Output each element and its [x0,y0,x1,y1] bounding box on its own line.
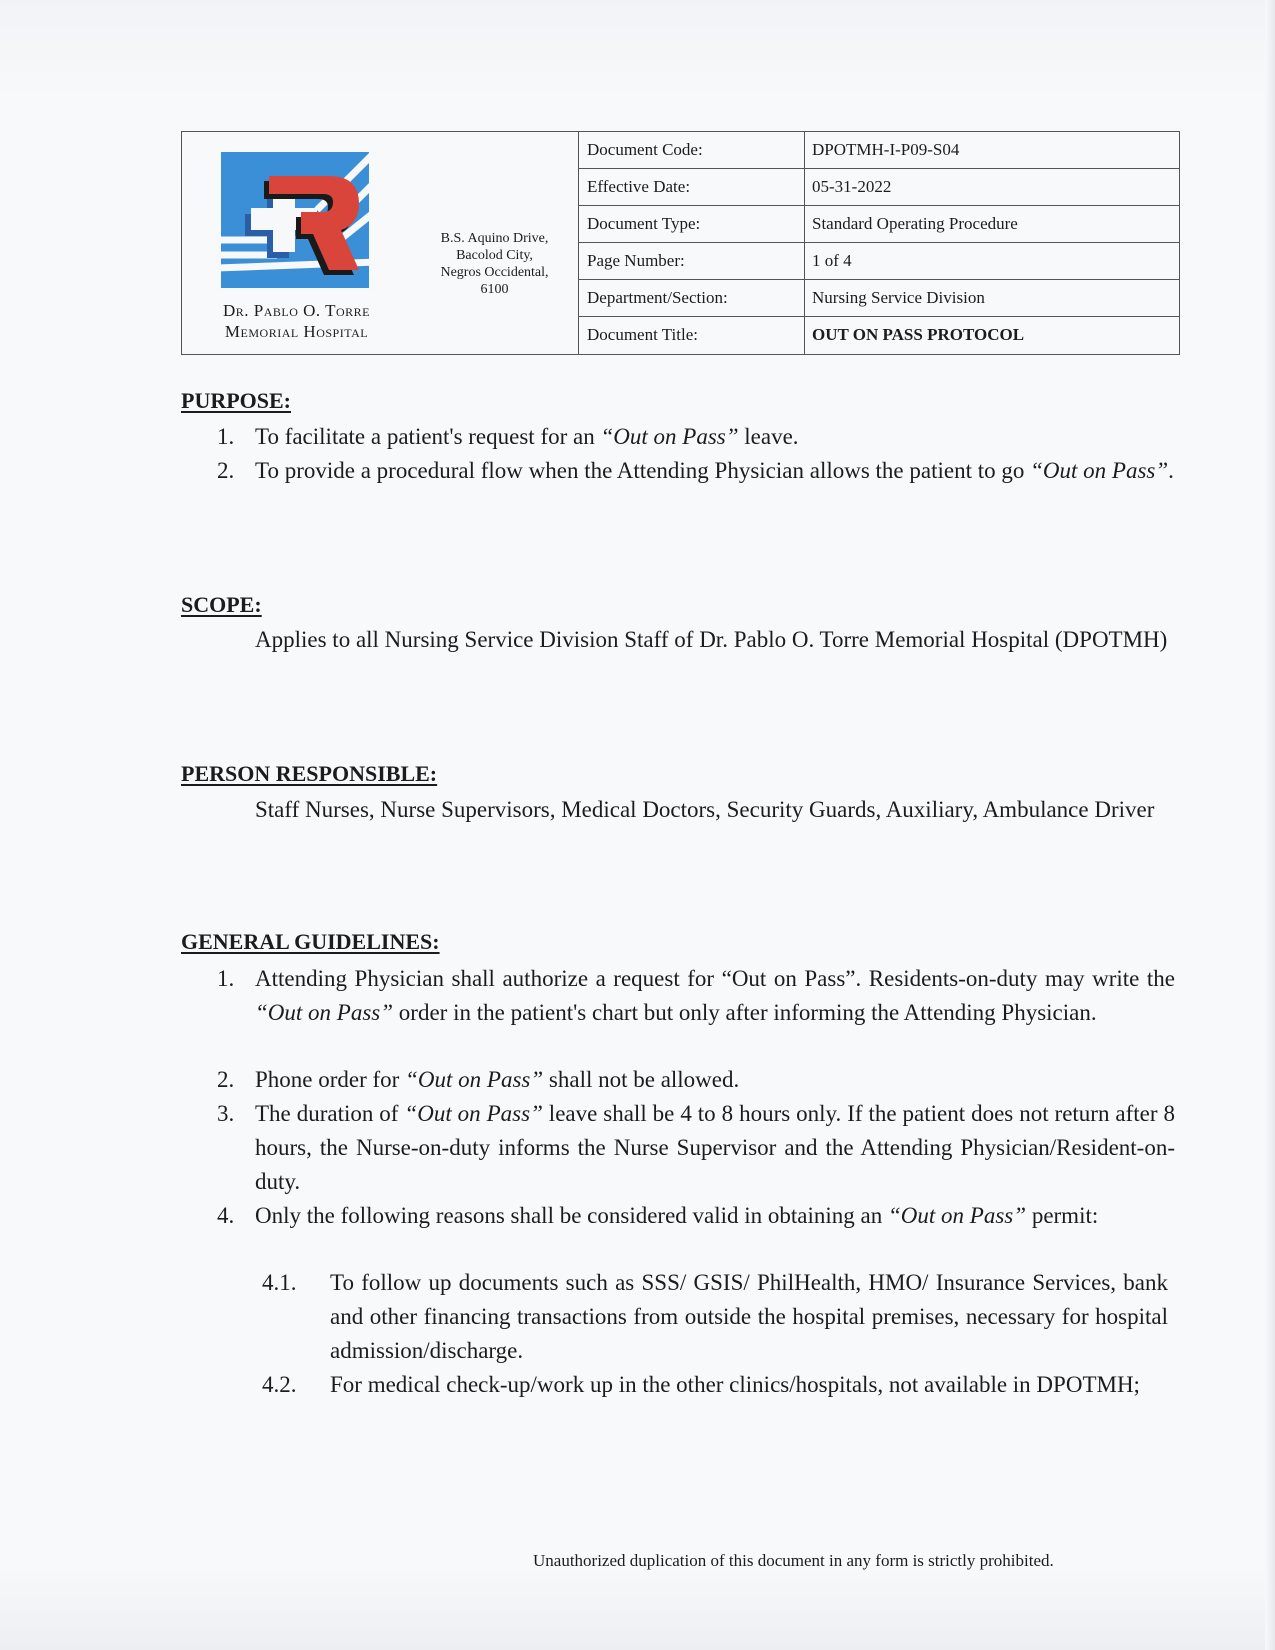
person-responsible-text [181,793,1176,827]
item-emphasis: “Out on Pass” [888,1203,1027,1228]
paragraph-text: Staff Nurses, Nurse Supervisors, Medical Doctors, Security Guards, Auxiliary, Ambulance Driver [255,797,1155,822]
logo-cell [182,132,411,354]
hospital-name-line2: Memorial Hospital [224,322,369,341]
item-text: To provide a procedural flow when the Attending Physician allows the patient to go [255,458,1031,483]
hospital-logo-icon [217,150,377,300]
hospital-name [182,300,411,342]
list-number: 2. [217,1067,235,1092]
meta-row-page-number [579,243,1180,280]
divider [804,280,805,317]
item-text: Attending Physician shall authorize a request for “Out on Pass”. Residents-on-duty may write the [255,966,1175,991]
list-number: 1. [217,424,235,449]
item-emphasis: “Out on Pass” [600,424,739,449]
divider [804,169,805,206]
item-text: To follow up documents such as SSS/ GSIS/ PhilHealth, HMO/ Insurance Services, bank and other financing transactions from outside the hospital premises, necessary for hospital admission/discharge. [330,1270,1168,1363]
list-number: 3. [217,1101,235,1126]
guideline-item [217,1063,1175,1097]
meta-row-document-type [579,206,1180,243]
item-emphasis: “Out on Pass” [255,1000,394,1025]
meta-row-document-code [579,132,1180,169]
item-emphasis: “Out on Pass” [404,1101,543,1126]
address-line: Negros Occidental, [440,265,549,280]
meta-row-document-title [579,317,1180,354]
item-emphasis: “Out on Pass” [405,1067,544,1092]
meta-value: DPOTMH-I-P09-S04 [812,140,960,159]
section-heading-purpose: PURPOSE: [181,388,291,413]
address-line: 6100 [480,282,509,297]
item-text: To facilitate a patient's request for an [255,424,601,449]
item-text: For medical check-up/work up in the other clinics/hospitals, not available in DPOTMH; [330,1372,1140,1397]
item-text: shall not be allowed. [543,1067,740,1092]
document-title: OUT ON PASS PROTOCOL [812,325,1025,344]
document-header-table [181,131,1180,355]
item-text: leave. [738,424,799,449]
address-line: B.S. Aquino Drive, [440,231,549,246]
item-text: permit: [1026,1203,1099,1228]
guideline-item [217,962,1175,1030]
hospital-address [411,230,578,298]
footer-notice: Unauthorized duplication of this document in any form is strictly prohibited. [533,1551,1054,1570]
divider [804,206,805,243]
list-number: 4.2. [262,1372,297,1397]
purpose-item [217,454,1175,488]
meta-label: Department/Section: [587,288,728,307]
section-heading-general-guidelines: GENERAL GUIDELINES: [181,929,440,954]
item-text: . [1168,458,1174,483]
guideline-subitem [262,1266,1168,1368]
section-heading-scope: SCOPE: [181,592,262,617]
guideline-subitem [262,1368,1178,1402]
item-text: The duration of [255,1101,405,1126]
item-text: order in the patient's chart but only after informing the Attending Physician. [393,1000,1097,1025]
list-number: 4.1. [262,1270,297,1295]
meta-label: Document Title: [587,325,698,344]
item-text: leave shall be 4 to 8 hours only. If the patient does not return after 8 hours, the Nurse-on-duty informs the Nurse Supervisor and the Attending Physician/Resident-on-duty. [255,1101,1175,1194]
item-text: Phone order for [255,1067,406,1092]
address-cell [411,132,578,354]
meta-label: Document Code: [587,140,703,159]
meta-value: Nursing Service Division [812,288,985,307]
meta-row-effective-date [579,169,1180,206]
list-number: 2. [217,458,235,483]
paragraph-text: Applies to all Nursing Service Division Staff of Dr. Pablo O. Torre Memorial Hospital (DPOTMH) [255,627,1168,652]
hospital-name-line1: Dr. Pablo O. Torre [222,301,370,320]
address-line: Bacolod City, [456,248,533,263]
list-number: 4. [217,1203,235,1228]
divider [804,317,805,354]
purpose-item [217,420,1175,454]
meta-value: Standard Operating Procedure [812,214,1018,233]
divider [804,243,805,280]
list-number: 1. [217,966,235,991]
guideline-item [217,1199,1175,1233]
meta-value: 05-31-2022 [812,177,892,196]
meta-value: 1 of 4 [812,251,852,270]
page-edge [1265,0,1275,1650]
meta-row-department [579,280,1180,317]
item-emphasis: “Out on Pass” [1030,458,1169,483]
guideline-item [217,1097,1175,1199]
scope-text [181,623,1176,657]
section-heading-person-responsible: PERSON RESPONSIBLE: [181,761,438,786]
meta-label: Document Type: [587,214,701,233]
item-text: Only the following reasons shall be considered valid in obtaining an [255,1203,889,1228]
meta-label: Effective Date: [587,177,691,196]
meta-label: Page Number: [587,251,685,270]
divider [804,132,805,169]
document-meta [578,132,1180,354]
